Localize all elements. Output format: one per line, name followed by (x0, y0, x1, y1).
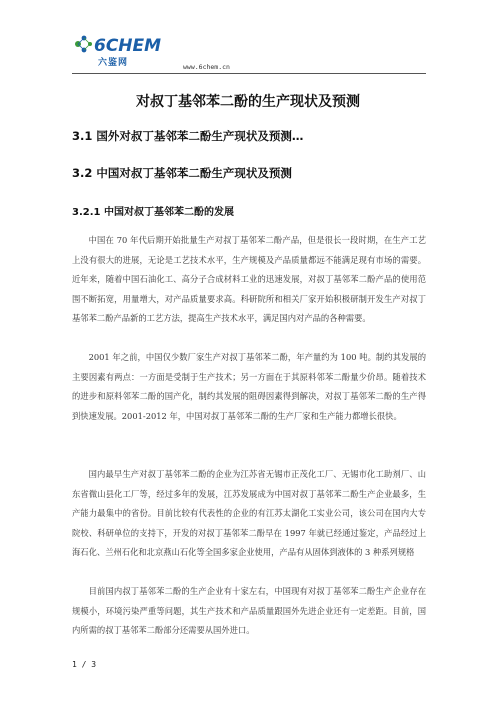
page-indicator: 1 / 3 (72, 660, 97, 669)
body-paragraph-4: 目前国内叔丁基邻苯二酚的生产企业有十家左右，中国现有对叔丁基邻苯二酚生产企业存在规模小，环境污染严重等问题，其生产技术和产品质量跟国外先进企业还有一定差距。目前，国内所需的叔丁基邻苯二酚部分还需要从国外进口。 (72, 586, 426, 635)
logo-text: 6CHEM (94, 36, 162, 56)
header-divider (72, 73, 426, 74)
body-paragraph-3: 国内最早生产对叔丁基邻苯二酚的企业为江苏省无锡市正茂化工厂、无锡市化工助剂厂、山东省微山县化工厂等，经过多年的发展，江苏发展成为中国对叔丁基邻苯二酚生产企业最多，生产能力最集中的省份。目前比较有代表性的企业的有江苏太湖化工实业公司，该公司在国内大专院校、科研单位的支持下，开发的对叔丁基邻苯二酚早在 1997 年就已经通过鉴定，产品经过上海石化、兰州石化和北京燕山石化等全国多家企业使用，产品有从固体到液体的 3 种系列规格 (72, 469, 426, 557)
document-title: 对叔丁基邻苯二酚的生产现状及预测 (136, 94, 360, 110)
body-paragraph-1: 中国在 70 年代后期开始批量生产对叔丁基邻苯二酚产品，但是很长一段时期，在生产工艺上没有很大的进展，无论是工艺技术水平，生产规模及产品质量都远不能满足现有市场的需要。近年来，随着中国石油化工、高分子合成材料工业的迅速发展，对叔丁基邻苯二酚产品的使用范围不断拓宽，用量增大，对产品质量要求高。科研院所和相关厂家开始积极研制开发生产对叔丁基邻苯二酚产品新的工艺方法，提高生产技术水平，满足国内对产品的各种需要。 (72, 235, 426, 323)
site-logo[interactable] (72, 30, 182, 68)
section-heading-3-2: 3.2 中国对叔丁基邻苯二酚生产现状及预测 (72, 166, 292, 180)
body-paragraph-2: 2001 年之前，中国仅少数厂家生产对叔丁基邻苯二酚，年产量约为 100 吨。制约其发展的主要因素有两点：一方面是受制于生产技术；另一方面在于其原料邻苯二酚量少价昂。随着技术的进步和原料邻苯二酚的国产化，制约其发展的阻碍因素得到解决，对叔丁基邻苯二酚的生产得到快速发展。2001-2012 年，中国对叔丁基邻苯二酚的生产厂家和生产能力都增长很快。 (72, 352, 426, 421)
section-heading-3-1: 3.1 国外对叔丁基邻苯二酚生产现状及预测… (72, 129, 304, 143)
subsection-heading-3-2-1: 3.2.1 中国对叔丁基邻苯二酚的发展 (72, 207, 234, 218)
site-url[interactable]: www.6chem.cn (183, 63, 230, 71)
logo-subtitle: 六鉴网 (98, 58, 129, 68)
